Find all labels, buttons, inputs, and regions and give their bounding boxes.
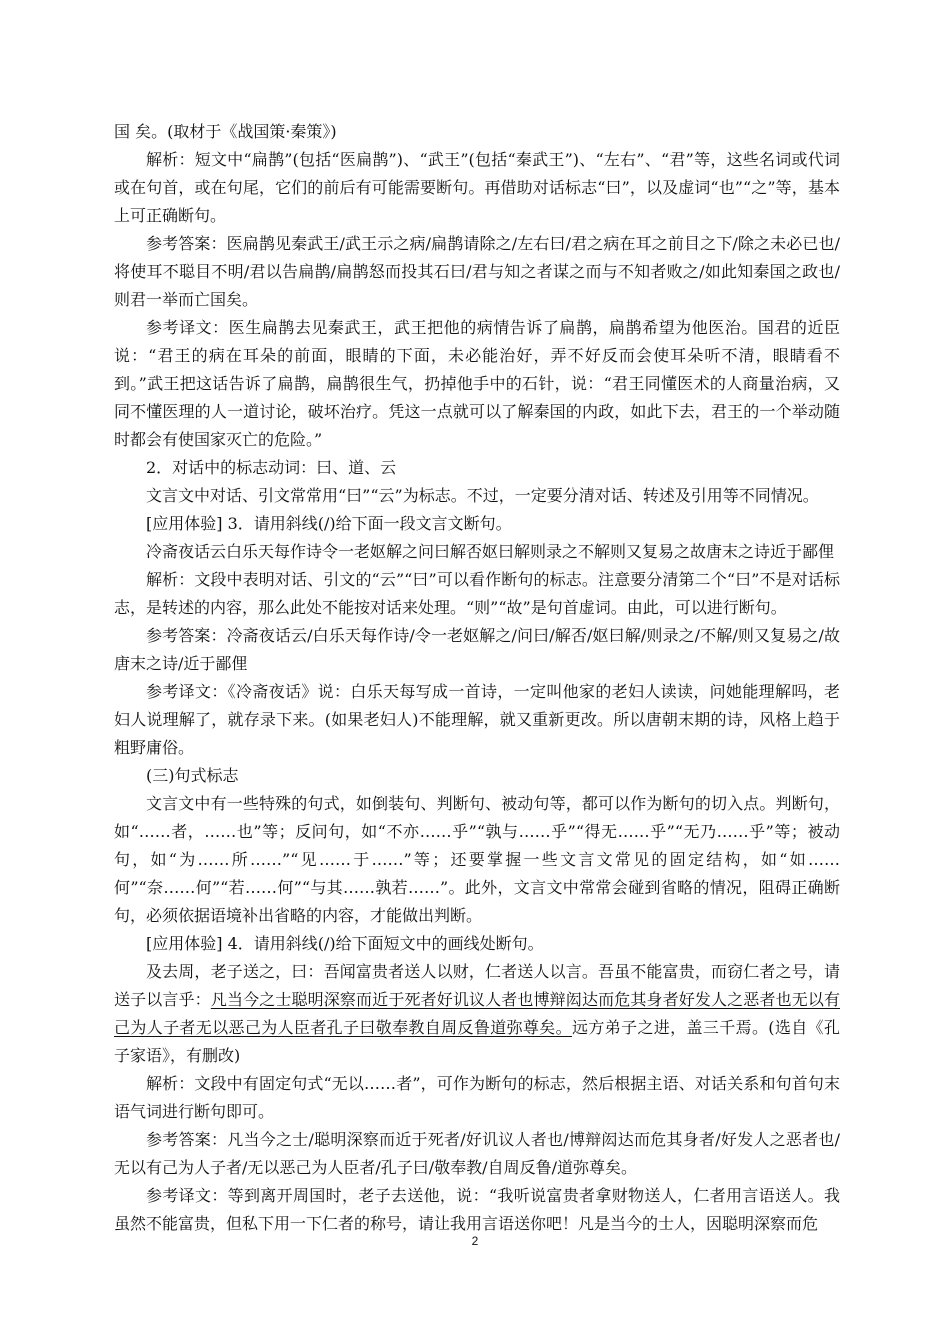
document-body (114, 118, 840, 1238)
paragraph-source-end: 国 矣。(取材于《战国策·秦策》) (114, 122, 337, 141)
paragraph-analysis-1: 解析：短文中“扁鹊”(包括“医扁鹊”)、“武王”(包括“秦武王”)、“左右”、“君”等，这些名词或代词或在句首，或在句尾，它们的前后有可能需要断句。再借助对话标志“曰”，以及虚词“也”“之”等，基本上可正确断句。 (114, 150, 840, 225)
exercise-4-text (114, 958, 840, 1070)
exercise-3-text: 冷斋夜话云白乐天每作诗令一老妪解之问曰解否妪曰解则录之不解则又复易之故唐末之诗近于鄙俚 (146, 542, 835, 561)
exercise-4-underlined-text: 凡当今之士聪明深察而近于死者好讥议人者也博辩闳达而危其身者好发人之恶者也无以有己为人子者无以恶己为人臣者孔子曰敬奉教自周反鲁道弥尊矣。 (114, 990, 840, 1037)
paragraph-translation-4: 参考译文：等到离开周国时，老子去送他，说：“我听说富贵者拿财物送人，仁者用言语送人。我虽然不能富贵，但私下用一下仁者的称号，请让我用言语送你吧！凡是当今的士人，因聪明深察而危 (114, 1186, 840, 1233)
page-number: 2 (471, 1234, 479, 1248)
paragraph-translation-1: 参考译文：医生扁鹊去见秦武王，武王把他的病情告诉了扁鹊，扁鹊希望为他医治。国君的近臣说：“君王的病在耳朵的前面，眼睛的下面，未必能治好，弄不好反而会使耳朵听不清，眼睛看不到。”武王把这话告诉了扁鹊，扁鹊很生气，扔掉他手中的石针，说：“君王同懂医术的人商量治病，又同不懂医理的人一道讨论，破坏治疗。凭这一点就可以了解秦国的内政，如此下去，君王的一个举动随时都会有使国家灭亡的危险。” (114, 318, 840, 449)
paragraph-sentence-patterns: 文言文中有一些特殊的句式，如倒装句、判断句、被动句等，都可以作为断句的切入点。判断句，如“……者，……也”等；反问句，如“不亦……乎”“孰与……乎”“得无……乎”“无乃……乎”等；被动句，如“为……所……”“见……于……”等；还要掌握一些文言文常见的固定结构，如“如……何”“奈……何”“若……何”“与其……孰若……”。此外，文言文中常常会碰到省略的情况，阻碍正确断句，必须依据语境补出省略的内容，才能做出判断。 (114, 794, 840, 925)
paragraph-dialogue-intro: 文言文中对话、引文常常用“曰”“云”为标志。不过，一定要分清对话、转述及引用等不同情况。 (146, 486, 819, 505)
paragraph-answer-4: 参考答案：凡当今之士/聪明深察而近于死者/好讥议人者也/博辩闳达而危其身者/好发人之恶者也/无以有己为人子者/无以恶己为人臣者/孔子曰/敬奉教/自周反鲁/道弥尊矣。 (114, 1130, 840, 1177)
paragraph-answer-1: 参考答案：医扁鹊见秦武王/武王示之病/扁鹊请除之/左右曰/君之病在耳之前目之下/除之未必已也/将使耳不聪目不明/君以告扁鹊/扁鹊怒而投其石曰/君与知之者谋之而与不知者败之/如此知秦国之政也/则君一举而亡国矣。 (114, 234, 840, 309)
section-heading-sentence-patterns: (三)句式标志 (146, 766, 239, 785)
section-heading-dialogue-verbs: 2．对话中的标志动词：曰、道、云 (146, 458, 397, 477)
exercise-4-text-lead: 及去周，老子送之，曰：吾闻富贵者送人以财，仁者送人以言。吾虽不能富贵，而窃仁者之号，请送子以言乎： (114, 962, 840, 1009)
exercise-4-prompt: [应用体验] 4．请用斜线(/)给下面短文中的画线处断句。 (146, 934, 544, 953)
paragraph-translation-3: 参考译文：《冷斋夜话》说：白乐天每写成一首诗，一定叫他家的老妇人读读，问她能理解吗，老妇人说理解了，就存录下来。(如果老妇人)不能理解，就又重新更改。所以唐朝末期的诗，风格上趋于粗野庸俗。 (114, 682, 840, 757)
exercise-3-prompt: [应用体验] 3．请用斜线(/)给下面一段文言文断句。 (146, 514, 512, 533)
paragraph-analysis-3: 解析：文段中表明对话、引文的“云”“曰”可以看作断句的标志。注意要分清第二个“曰”不是对话标志，是转述的内容，那么此处不能按对话来处理。“则”“故”是句首虚词。由此，可以进行断句。 (114, 570, 840, 617)
paragraph-analysis-4: 解析：文段中有固定句式“无以……者”，可作为断句的标志，然后根据主语、对话关系和句首句末语气词进行断句即可。 (114, 1074, 840, 1121)
paragraph-answer-3: 参考答案：冷斋夜话云/白乐天每作诗/令一老妪解之/问曰/解否/妪曰解/则录之/不解/则又复易之/故唐末之诗/近于鄙俚 (114, 626, 840, 673)
exercise-4-text-tail: 远方弟子之进，盖三千焉。(选自《孔子家语》，有删改) (114, 1018, 840, 1065)
